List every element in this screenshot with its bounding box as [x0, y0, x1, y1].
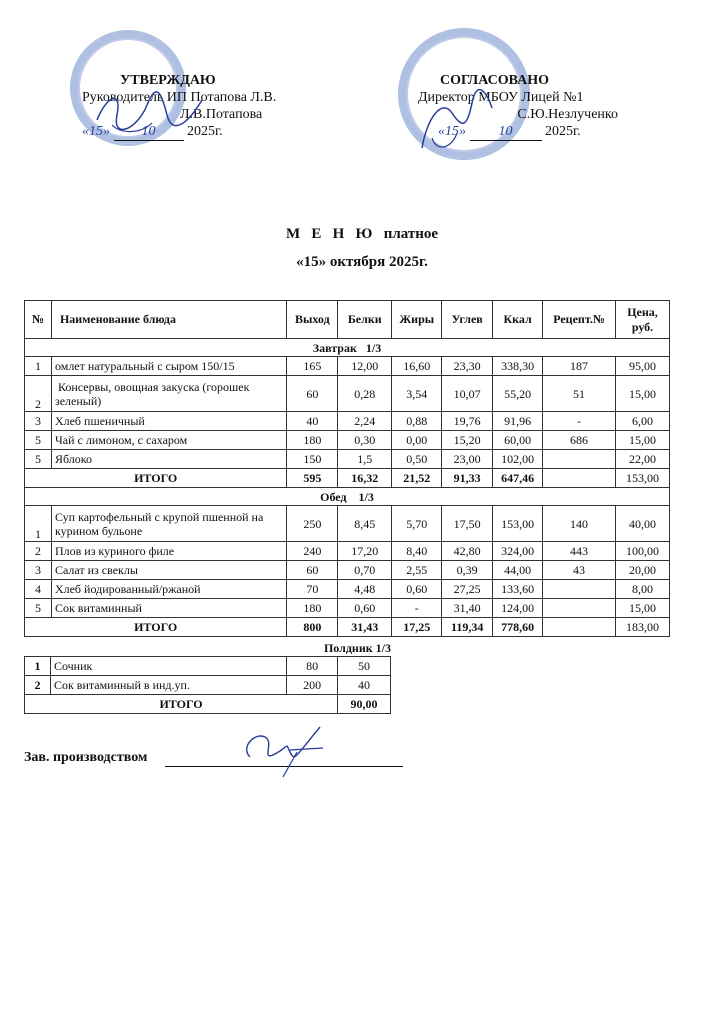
agree-heading: СОГЛАСОВАНО: [440, 73, 549, 88]
cell-out: 40: [287, 412, 338, 431]
total-kcal: 778,60: [493, 618, 543, 637]
table-row: [25, 542, 670, 561]
cell-carb: 10,07: [442, 376, 493, 412]
cell-name: Сок витаминный в инд.уп.: [50, 676, 286, 695]
table-row: [25, 376, 670, 412]
cell-no: 1: [25, 357, 52, 376]
cell-recipe: 43: [543, 561, 616, 580]
cell-prot: 4,48: [338, 580, 392, 599]
cell-out: 60: [287, 561, 338, 580]
cell-recipe: -: [543, 412, 616, 431]
cell-kcal: 133,60: [493, 580, 543, 599]
cell-price: 22,00: [615, 450, 669, 469]
approve-day: «15»: [82, 124, 110, 139]
cell-out: 240: [287, 542, 338, 561]
cell-fat: 8,40: [392, 542, 442, 561]
col-price: Цена, руб.: [615, 301, 669, 339]
cell-price: 20,00: [615, 561, 669, 580]
section-title: Завтрак 1/3: [25, 339, 670, 357]
menu-date: «15» октября 2025г.: [296, 254, 428, 270]
cell-no: 2: [25, 542, 52, 561]
cell-prot: 0,30: [338, 431, 392, 450]
approve-signature-icon: [92, 85, 212, 140]
table-row: [25, 412, 670, 431]
cell-carb: 19,76: [442, 412, 493, 431]
cell-carb: 27,25: [442, 580, 493, 599]
cell-out: 250: [287, 506, 338, 542]
cell-prot: 2,24: [338, 412, 392, 431]
cell-no: 3: [25, 561, 52, 580]
cell-fat: 16,60: [392, 357, 442, 376]
total-prot: 31,43: [338, 618, 392, 637]
cell-out: 70: [287, 580, 338, 599]
cell-fat: 0,00: [392, 431, 442, 450]
approve-heading: УТВЕРЖДАЮ: [120, 73, 216, 88]
col-prot: Белки: [338, 301, 392, 339]
total-price: 153,00: [615, 469, 669, 488]
cell-carb: 23,30: [442, 357, 493, 376]
approve-month: 10: [114, 123, 184, 141]
cell-name: Салат из свеклы: [51, 561, 286, 580]
total-fat: 21,52: [392, 469, 442, 488]
cell-fat: 5,70: [392, 506, 442, 542]
total-out: 800: [287, 618, 338, 637]
total-carb: 91,33: [442, 469, 493, 488]
total-row-snack: [25, 695, 391, 714]
cell-name: Яблоко: [51, 450, 286, 469]
cell-prot: 1,5: [338, 450, 392, 469]
cell-carb: 31,40: [442, 599, 493, 618]
total-kcal: 647,46: [493, 469, 543, 488]
cell-kcal: 124,00: [493, 599, 543, 618]
col-carb: Углев: [442, 301, 493, 339]
total-label: ИТОГО: [25, 469, 287, 488]
cell-no: 1: [25, 506, 52, 542]
cell-recipe: 51: [543, 376, 616, 412]
section-title: Обед 1/3: [25, 488, 670, 506]
table-row: [25, 657, 391, 676]
total-price: 90,00: [338, 695, 391, 714]
cell-fat: 0,60: [392, 580, 442, 599]
cell-recipe: 187: [543, 357, 616, 376]
agree-year: 2025г.: [545, 124, 581, 139]
cell-no: 4: [25, 580, 52, 599]
cell-prot: 0,60: [338, 599, 392, 618]
cell-prot: 0,28: [338, 376, 392, 412]
cell-name: Сок витаминный: [51, 599, 286, 618]
table-row: [25, 561, 670, 580]
total-recipe: [543, 618, 616, 637]
cell-name: Плов из куриного филе: [51, 542, 286, 561]
footer-label: Зав. производством: [24, 750, 148, 765]
cell-no: 2: [25, 676, 51, 695]
snack-title: Полдник 1/3: [323, 641, 391, 655]
menu-table: [24, 300, 670, 637]
cell-price: 40,00: [615, 506, 669, 542]
table-row: [25, 506, 670, 542]
cell-out: 80: [287, 657, 338, 676]
cell-out: 180: [287, 431, 338, 450]
agree-line1: Директор МБОУ Лицей №1: [418, 90, 584, 105]
total-label: ИТОГО: [25, 695, 338, 714]
cell-no: 2: [25, 376, 52, 412]
cell-fat: 3,54: [392, 376, 442, 412]
cell-price: 15,00: [615, 431, 669, 450]
cell-carb: 23,00: [442, 450, 493, 469]
total-row-lunch: [25, 618, 670, 637]
cell-recipe: [543, 450, 616, 469]
cell-prot: 0,70: [338, 561, 392, 580]
cell-prot: 17,20: [338, 542, 392, 561]
total-label: ИТОГО: [25, 618, 287, 637]
cell-price: 40: [338, 676, 391, 695]
cell-price: 15,00: [615, 376, 669, 412]
total-carb: 119,34: [442, 618, 493, 637]
cell-kcal: 153,00: [493, 506, 543, 542]
cell-price: 50: [338, 657, 391, 676]
table-row: [25, 431, 670, 450]
agree-day: «15»: [438, 124, 466, 139]
cell-kcal: 91,96: [493, 412, 543, 431]
col-name: Наименование блюда: [51, 301, 286, 339]
col-kcal: Ккал: [493, 301, 543, 339]
cell-no: 3: [25, 412, 52, 431]
production-signature-icon: [235, 722, 325, 777]
cell-no: 5: [25, 431, 52, 450]
cell-name: Суп картофельный с крупой пшенной на курином бульоне: [51, 506, 286, 542]
cell-kcal: 55,20: [493, 376, 543, 412]
cell-price: 8,00: [615, 580, 669, 599]
col-recipe: Рецепт.№: [543, 301, 616, 339]
cell-no: 5: [25, 599, 52, 618]
cell-out: 150: [287, 450, 338, 469]
cell-kcal: 60,00: [493, 431, 543, 450]
cell-carb: 0,39: [442, 561, 493, 580]
cell-kcal: 44,00: [493, 561, 543, 580]
cell-kcal: 324,00: [493, 542, 543, 561]
cell-prot: 8,45: [338, 506, 392, 542]
total-prot: 16,32: [338, 469, 392, 488]
agree-signature-icon: [412, 88, 502, 158]
total-fat: 17,25: [392, 618, 442, 637]
cell-name: Консервы, овощная закуска (горошек зеленый): [51, 376, 286, 412]
cell-fat: 0,50: [392, 450, 442, 469]
approve-line2: Л.В.Потапова: [180, 107, 263, 122]
col-out: Выход: [287, 301, 338, 339]
table-header: [25, 301, 670, 339]
approve-year: 2025г.: [187, 124, 223, 139]
cell-price: 100,00: [615, 542, 669, 561]
cell-name: Сочник: [50, 657, 286, 676]
table-row: [25, 599, 670, 618]
cell-price: 95,00: [615, 357, 669, 376]
cell-kcal: 102,00: [493, 450, 543, 469]
cell-carb: 17,50: [442, 506, 493, 542]
cell-fat: 2,55: [392, 561, 442, 580]
cell-carb: 15,20: [442, 431, 493, 450]
total-row-breakfast: [25, 469, 670, 488]
section-breakfast: [25, 339, 670, 357]
cell-fat: 0,88: [392, 412, 442, 431]
menu-title: М Е Н Ю платное: [285, 226, 439, 242]
cell-name: Чай с лимоном, с сахаром: [51, 431, 286, 450]
cell-fat: -: [392, 599, 442, 618]
agree-month: 10: [470, 123, 542, 141]
cell-carb: 42,80: [442, 542, 493, 561]
cell-recipe: [543, 580, 616, 599]
snack-table: [24, 656, 391, 714]
cell-price: 6,00: [615, 412, 669, 431]
cell-recipe: [543, 599, 616, 618]
agree-line2: С.Ю.Незлученко: [517, 107, 618, 122]
total-recipe: [543, 469, 616, 488]
cell-recipe: 443: [543, 542, 616, 561]
cell-recipe: 140: [543, 506, 616, 542]
cell-no: 5: [25, 450, 52, 469]
cell-name: омлет натуральный с сыром 150/15: [51, 357, 286, 376]
approve-line1: Руководитель ИП Потапова Л.В.: [82, 90, 277, 105]
col-fat: Жиры: [392, 301, 442, 339]
cell-out: 165: [287, 357, 338, 376]
cell-no: 1: [25, 657, 51, 676]
cell-out: 180: [287, 599, 338, 618]
table-row: [25, 450, 670, 469]
total-price: 183,00: [615, 618, 669, 637]
cell-name: Хлеб пшеничный: [51, 412, 286, 431]
section-lunch: [25, 488, 670, 506]
cell-kcal: 338,30: [493, 357, 543, 376]
table-row: [25, 357, 670, 376]
cell-name: Хлеб йодированный/ржаной: [51, 580, 286, 599]
cell-out: 60: [287, 376, 338, 412]
cell-recipe: 686: [543, 431, 616, 450]
table-row: [25, 580, 670, 599]
cell-prot: 12,00: [338, 357, 392, 376]
col-no: №: [25, 301, 52, 339]
cell-out: 200: [287, 676, 338, 695]
cell-price: 15,00: [615, 599, 669, 618]
table-row: [25, 676, 391, 695]
total-out: 595: [287, 469, 338, 488]
